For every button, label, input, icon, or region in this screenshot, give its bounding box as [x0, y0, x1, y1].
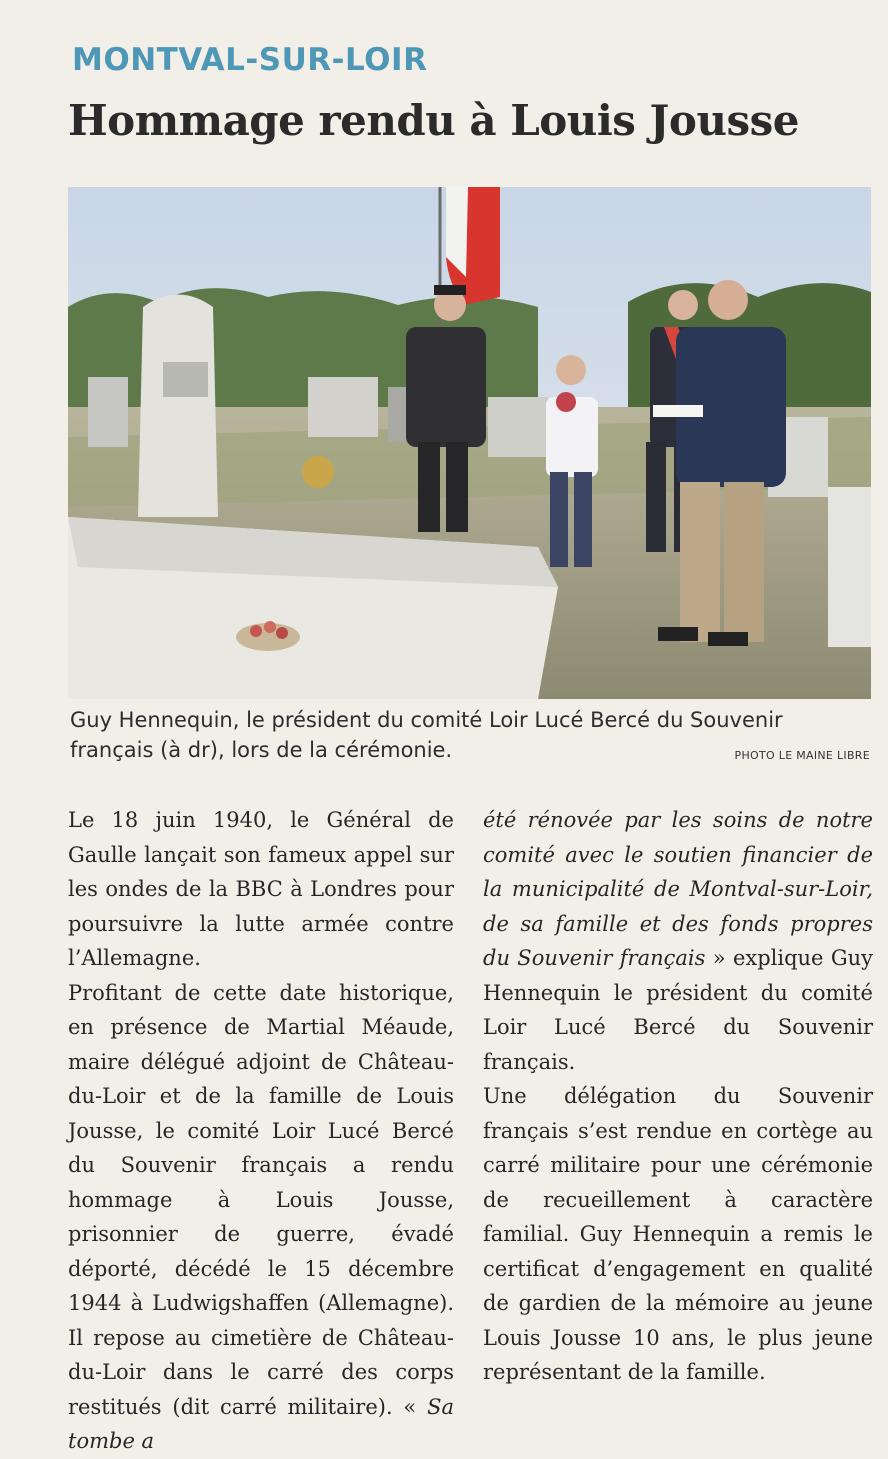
- photo-caption: Guy Hennequin, le président du comité Loir Lucé Bercé du Souvenir français (à dr), lors de la cérémonie.: [70, 708, 783, 762]
- paragraph: Une délégation du Souvenir français s’est rendue en cortège au carré militaire pour une cérémonie de recueillement à caractère familial. Guy Hennequin a remis le certificat d’engagement en qualité de gardien de la mémoire au jeune Louis Jousse 10 ans, le plus jeune représentant de la famille.: [483, 1084, 873, 1384]
- article-column-right: [483, 803, 873, 1390]
- paragraph: été rénovée par les soins de notre comité avec le soutien financier de la municipalité de Montval-sur-Loir, de sa famille et des fonds propres du Souvenir français » explique Guy Hennequin le président du comité Loir Lucé Bercé du Souvenir français.: [483, 808, 873, 1074]
- article-headline: Hommage rendu à Louis Jousse: [68, 96, 799, 145]
- paragraph: Profitant de cette date historique, en présence de Martial Méaude, maire délégué adjoint de Château-du-Loir et de la famille de Louis Jousse, le comité Loir Lucé Bercé du Souvenir français a rendu hommage à Louis Jousse, prisonnier de guerre, évadé déporté, décédé le 15 décembre 1944 à Ludwigshaffen (Allemagne). Il repose au cimetière de Château-du-Loir dans le carré des corps restitués (dit carré militaire). « Sa tombe a: [68, 980, 454, 1453]
- photo-credit: PHOTO LE MAINE LIBRE: [734, 749, 870, 762]
- section-kicker: MONTVAL-SUR-LOIR: [72, 42, 428, 78]
- quote: Sa tombe a: [68, 1394, 454, 1453]
- article-column-left: [68, 803, 454, 1459]
- quote: été rénovée par les soins de notre comité avec le soutien financier de la municipalité de Montval-sur-Loir, de sa famille et des fonds propres du Souvenir français: [483, 808, 873, 970]
- paragraph: Le 18 juin 1940, le Général de Gaulle lançait son fameux appel sur les ondes de la BBC à Londres pour poursuivre la lutte armée contre l’Allemagne.: [68, 808, 454, 970]
- ceremony-photo: [68, 187, 871, 699]
